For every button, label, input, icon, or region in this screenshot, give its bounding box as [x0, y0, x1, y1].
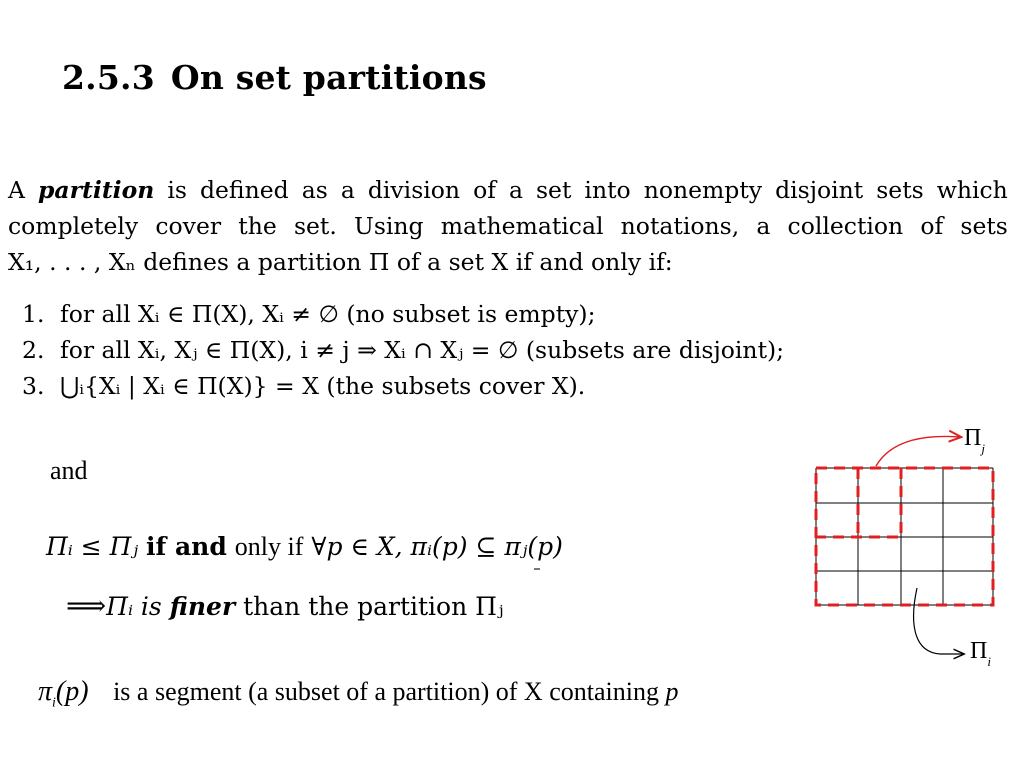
- stray-mark: [534, 568, 540, 570]
- paragraph-word: A: [8, 176, 25, 204]
- condition-text: for all Xᵢ ∈ Π(X), Xᵢ ≠ ∅ (no subset is empty);: [60, 300, 596, 328]
- partition-conditions: [22, 296, 784, 404]
- paragraph-word: sets: [960, 212, 1008, 240]
- paragraph-word: set.: [293, 212, 337, 240]
- section-number: 2.5.3: [62, 58, 155, 97]
- paragraph-word: partition: [38, 176, 155, 204]
- paragraph-word: disjoint: [775, 176, 864, 204]
- paragraph-word: of: [473, 176, 496, 204]
- paragraph-word: Using: [354, 212, 424, 240]
- segment-definition: [38, 676, 678, 712]
- ordering-lhs: Πᵢ ≤ Πⱼ: [46, 532, 139, 561]
- segment-symbol-letter: π: [38, 676, 53, 707]
- condition-number: 2.: [22, 336, 45, 364]
- condition-text: for all Xᵢ, Xⱼ ∈ Π(X), i ≠ j ⇒ Xᵢ ∩ Xⱼ = ∅ (subsets are disjoint);: [60, 336, 785, 364]
- paragraph-word: collection: [787, 212, 904, 240]
- paragraph-word: of: [920, 212, 944, 240]
- finer-subject: Πᵢ is: [106, 592, 162, 621]
- paragraph-line-1: [8, 172, 1008, 208]
- pi-i-label: $\Pi_i$: [970, 638, 991, 669]
- paragraph-word: which: [936, 176, 1008, 204]
- paragraph-word: defined: [199, 176, 289, 204]
- segment-text: is a segment (a subset of a partition) of X containing: [113, 677, 659, 706]
- condition-item: [22, 368, 784, 404]
- paragraph-word: notations,: [620, 212, 740, 240]
- finer-rest: than the partition Πⱼ: [243, 592, 504, 621]
- paragraph-word: is: [167, 176, 187, 204]
- paragraph-word: mathematical: [440, 212, 604, 240]
- paragraph-word: into: [584, 176, 631, 204]
- section-heading: [62, 58, 487, 97]
- segment-var: p: [665, 677, 679, 706]
- ordering-statement: [46, 532, 563, 562]
- paragraph-word: a: [340, 176, 355, 204]
- segment-symbol-sub: i: [52, 695, 56, 711]
- arrow-to-pi-i: [914, 588, 963, 654]
- implies-arrow: ⟹: [66, 589, 103, 622]
- condition-number: 1.: [22, 300, 45, 328]
- paragraph-word: nonempty: [643, 176, 763, 204]
- finer-statement: [66, 589, 504, 622]
- arrow-to-pi-j: [876, 436, 960, 466]
- partition-diagram: [800, 420, 1020, 670]
- paragraph-word: sets: [876, 176, 924, 204]
- paragraph-word: division: [367, 176, 461, 204]
- condition-text: ⋃ᵢ{Xᵢ | Xᵢ ∈ Π(X)} = X (the subsets cover X).: [60, 372, 586, 400]
- paragraph-word: a: [508, 176, 523, 204]
- and-text: and: [50, 456, 88, 485]
- paragraph-word: completely: [8, 212, 139, 240]
- paragraph-line-2: [8, 208, 1008, 244]
- segment-symbol-arg: (p): [55, 676, 89, 707]
- paragraph-word: cover: [155, 212, 222, 240]
- finer-emphasis: finer: [169, 592, 236, 621]
- pi-j-label: $\Pi_j$: [964, 425, 985, 456]
- condition-item: [22, 296, 784, 332]
- ordering-if: if and: [146, 532, 227, 561]
- definition-paragraph: [8, 172, 1008, 280]
- condition-item: [22, 332, 784, 368]
- paragraph-word: as: [301, 176, 328, 204]
- segment-symbol: [38, 676, 89, 711]
- paragraph-line-3-text: X₁, . . . , Xₙ defines a partition Π of a set X if and only if:: [8, 248, 673, 276]
- paragraph-word: the: [238, 212, 277, 240]
- condition-number: 3.: [22, 372, 45, 400]
- ordering-rhs: ∀p ∈ X, πᵢ(p) ⊆ πⱼ(p): [311, 532, 563, 561]
- paragraph-word: set: [535, 176, 572, 204]
- paragraph-line-3: [8, 244, 1008, 280]
- ordering-only-if: only if: [234, 532, 304, 561]
- section-title: On set partitions: [170, 58, 487, 97]
- paragraph-word: a: [756, 212, 771, 240]
